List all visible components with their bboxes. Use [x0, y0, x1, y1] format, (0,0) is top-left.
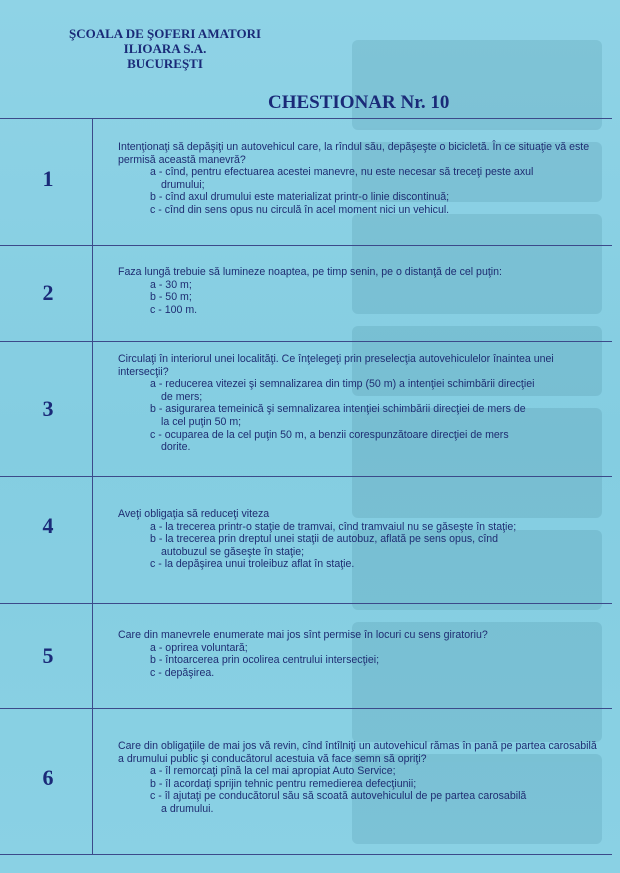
answer-b[interactable]: b - la trecerea prin dreptul unei staţii de autobuz, aflată pe sens opus, cînd autobuzul se găseşte în staţie; [150, 533, 499, 558]
question-block [118, 266, 600, 316]
answer-b[interactable]: b - 50 m; [150, 291, 192, 304]
answer-c[interactable]: c - îl ajutaţi pe conducătorul său să scoată autovehiculul de pe partea carosabilă a drumului. [150, 790, 527, 815]
question-number: 6 [42, 765, 54, 790]
school-header [0, 26, 330, 71]
answer-b[interactable]: b - întoarcerea prin ocolirea centrului intersecţiei; [150, 654, 380, 667]
company-name: ILIOARA S.A. [123, 41, 207, 56]
answer-a[interactable]: a - cînd, pentru efectuarea acestei manevre, nu este necesar să treceţi peste axul drumului; [150, 166, 534, 191]
question-block [118, 141, 600, 217]
answer-c[interactable]: c - cînd din sens opus nu circulă în acel moment nici un vehicul. [150, 203, 450, 216]
city-name: BUCUREŞTI [127, 56, 203, 71]
question-text: Circulaţi în interiorul unei localităţi. Ce înţelegeţi prin preselecţia autovehiculelor înaintea unei intersecţii? [118, 353, 554, 378]
answer-c[interactable]: c - depăşirea. [150, 666, 215, 679]
question-number: 5 [42, 643, 54, 668]
question-text: Aveţi obligaţia să reduceţi viteza [118, 508, 270, 520]
question-text: Care din manevrele enumerate mai jos sînt permise în locuri cu sens giratoriu? [118, 629, 488, 641]
answer-c[interactable]: c - 100 m. [150, 303, 198, 316]
answer-a[interactable]: a - îl remorcaţi pînă la cel mai apropiat Auto Service; [150, 765, 396, 778]
answer-a[interactable]: a - la trecerea printr-o staţie de tramvai, cînd tramvaiul nu se găseşte în staţie; [150, 520, 517, 533]
question-block [118, 740, 600, 816]
answer-a[interactable]: a - 30 m; [150, 278, 192, 291]
page-title: CHESTIONAR Nr. 10 [268, 92, 450, 113]
answer-c[interactable]: c - la depăşirea unui troleibuz aflat în staţie. [150, 558, 355, 571]
answer-c[interactable]: c - ocuparea de la cel puţin 50 m, a benzii corespunzătoare direcţiei de mers dorite. [150, 428, 509, 454]
question-block [118, 353, 600, 454]
column-divider [92, 118, 93, 854]
question-number: 4 [42, 513, 54, 538]
table-bottom-border [0, 854, 612, 855]
question-block [118, 629, 600, 679]
question-text: Care din obligaţiile de mai jos vă revin, cînd întîlniţi un autovehicul rămas în pană pe partea carosabilă a drumului public şi conducătorul acestuia vă face semn să opriţi? [118, 740, 597, 765]
answer-b[interactable]: b - asigurarea temeinică şi semnalizarea intenţiei schimbării direcţiei de mers de la cel puţin 50 m; [150, 403, 526, 428]
question-block [118, 508, 600, 571]
answer-a[interactable]: a - oprirea voluntară; [150, 641, 248, 654]
answer-a[interactable]: a - reducerea vitezei şi semnalizarea din timp (50 m) a intenţiei schimbării direcţiei de mers; [150, 378, 535, 403]
answer-b[interactable]: b - cînd axul drumului este materializat printr-o linie discontinuă; [150, 191, 450, 204]
question-number: 2 [42, 280, 54, 305]
question-text: Faza lungă trebuie să lumineze noaptea, pe timp senin, pe o distanţă de cel puţin: [118, 266, 502, 278]
question-number: 3 [42, 396, 54, 421]
answer-b[interactable]: b - îl acordaţi sprijin tehnic pentru remedierea defecţiunii; [150, 777, 417, 790]
question-number: 1 [42, 166, 54, 191]
question-text: Intenţionaţi să depăşiţi un autovehicul care, la rîndul său, depăşeşte o bicicletă. În ce situaţie vă este permisă această manevră? [118, 141, 590, 166]
school-name: ŞCOALA DE ŞOFERI AMATORI [68, 26, 262, 41]
